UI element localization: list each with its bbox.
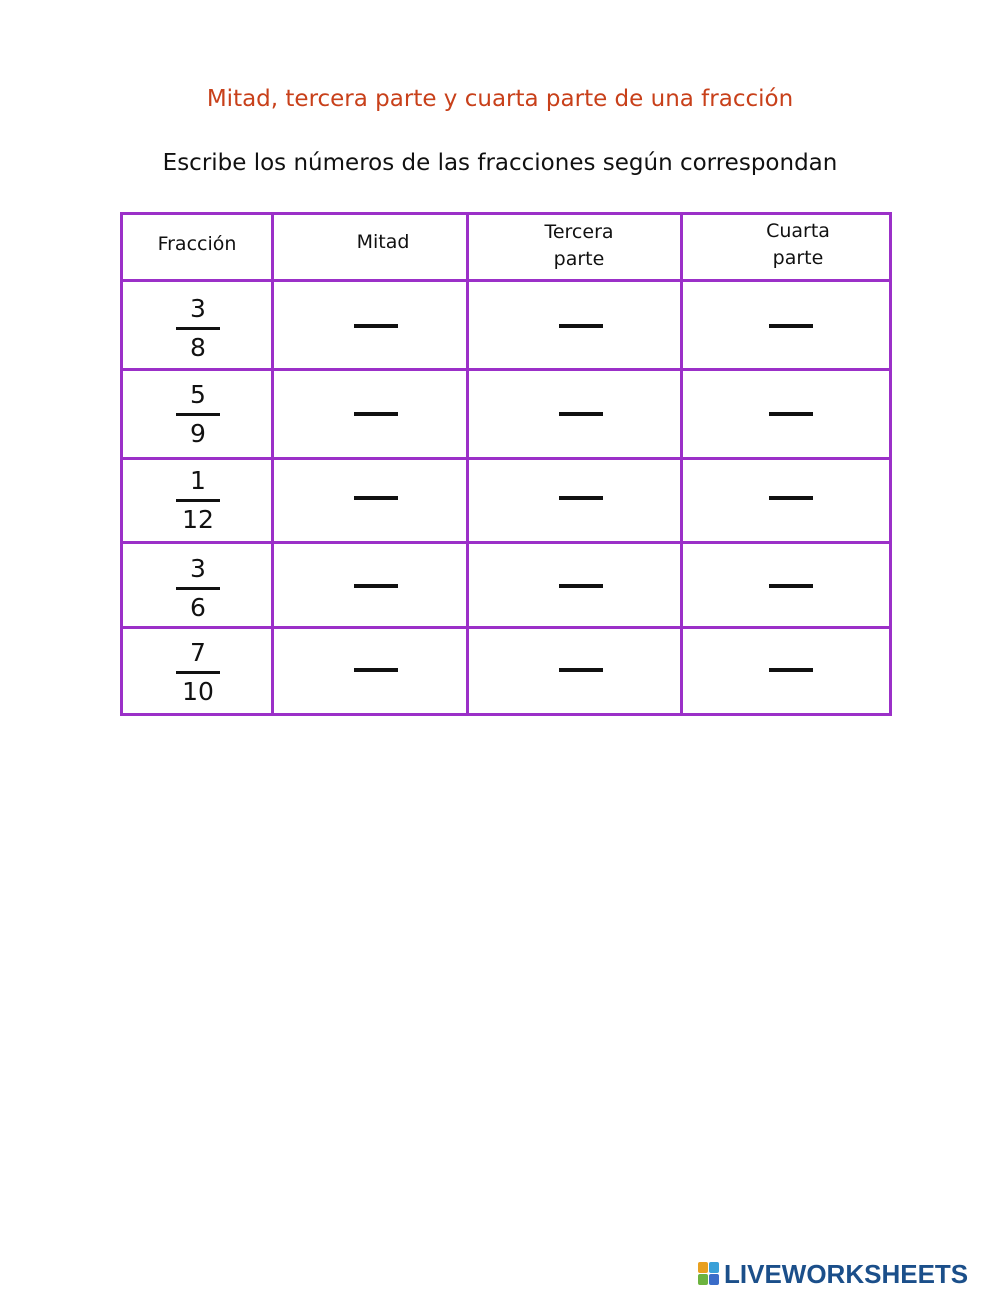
third-answer-blank[interactable] (559, 324, 603, 328)
column-divider (680, 215, 683, 713)
half-answer-blank[interactable] (354, 584, 398, 588)
liveworksheets-logo (698, 1260, 968, 1288)
header-third-line1: Tercera (544, 221, 614, 243)
numerator: 5 (190, 380, 206, 409)
fraction-bar (176, 499, 220, 502)
row-divider (123, 457, 889, 460)
half-answer-blank[interactable] (354, 324, 398, 328)
denominator: 12 (182, 505, 214, 534)
third-answer-blank[interactable] (559, 412, 603, 416)
denominator: 6 (190, 593, 206, 622)
quarter-answer-blank[interactable] (769, 324, 813, 328)
logo-text: LIVEWORKSHEETS (724, 1258, 969, 1289)
column-divider (271, 215, 274, 713)
row-divider (123, 279, 889, 282)
half-answer-blank[interactable] (354, 412, 398, 416)
third-answer-blank[interactable] (559, 668, 603, 672)
fraction-bar (176, 587, 220, 590)
header-quarter-line1: Cuarta (766, 220, 830, 242)
worksheet-instructions: Escribe los números de las fracciones según correspondan (162, 150, 838, 176)
quarter-answer-blank[interactable] (769, 668, 813, 672)
half-answer-blank[interactable] (354, 496, 398, 500)
column-divider (466, 215, 469, 713)
half-answer-blank[interactable] (354, 668, 398, 672)
numerator: 7 (190, 638, 206, 667)
quarter-answer-blank[interactable] (769, 412, 813, 416)
fraction-cell (168, 554, 228, 623)
fractions-table (120, 212, 892, 716)
fraction-cell (168, 380, 228, 449)
header-third-line2: parte (553, 248, 605, 270)
fraction-bar (176, 671, 220, 674)
numerator: 3 (190, 294, 206, 323)
row-divider (123, 368, 889, 371)
worksheet-title: Mitad, tercera parte y cuarta parte de una fracción (206, 86, 794, 112)
fraction-cell (168, 294, 228, 363)
fraction-bar (176, 413, 220, 416)
numerator: 3 (190, 554, 206, 583)
third-answer-blank[interactable] (559, 584, 603, 588)
fraction-cell (168, 466, 228, 535)
quarter-answer-blank[interactable] (769, 584, 813, 588)
header-quarter (683, 218, 913, 272)
third-answer-blank[interactable] (559, 496, 603, 500)
row-divider (123, 626, 889, 629)
header-half: Mitad (356, 231, 410, 253)
quarter-answer-blank[interactable] (769, 496, 813, 500)
denominator: 9 (190, 419, 206, 448)
numerator: 1 (190, 466, 206, 495)
fraction-cell (168, 638, 228, 707)
row-divider (123, 541, 889, 544)
header-fraction: Fracción (157, 233, 237, 255)
denominator: 8 (190, 333, 206, 362)
header-quarter-line2: parte (772, 247, 824, 269)
denominator: 10 (182, 677, 214, 706)
header-third (469, 219, 689, 273)
liveworksheets-logo-icon (698, 1262, 720, 1286)
fraction-bar (176, 327, 220, 330)
